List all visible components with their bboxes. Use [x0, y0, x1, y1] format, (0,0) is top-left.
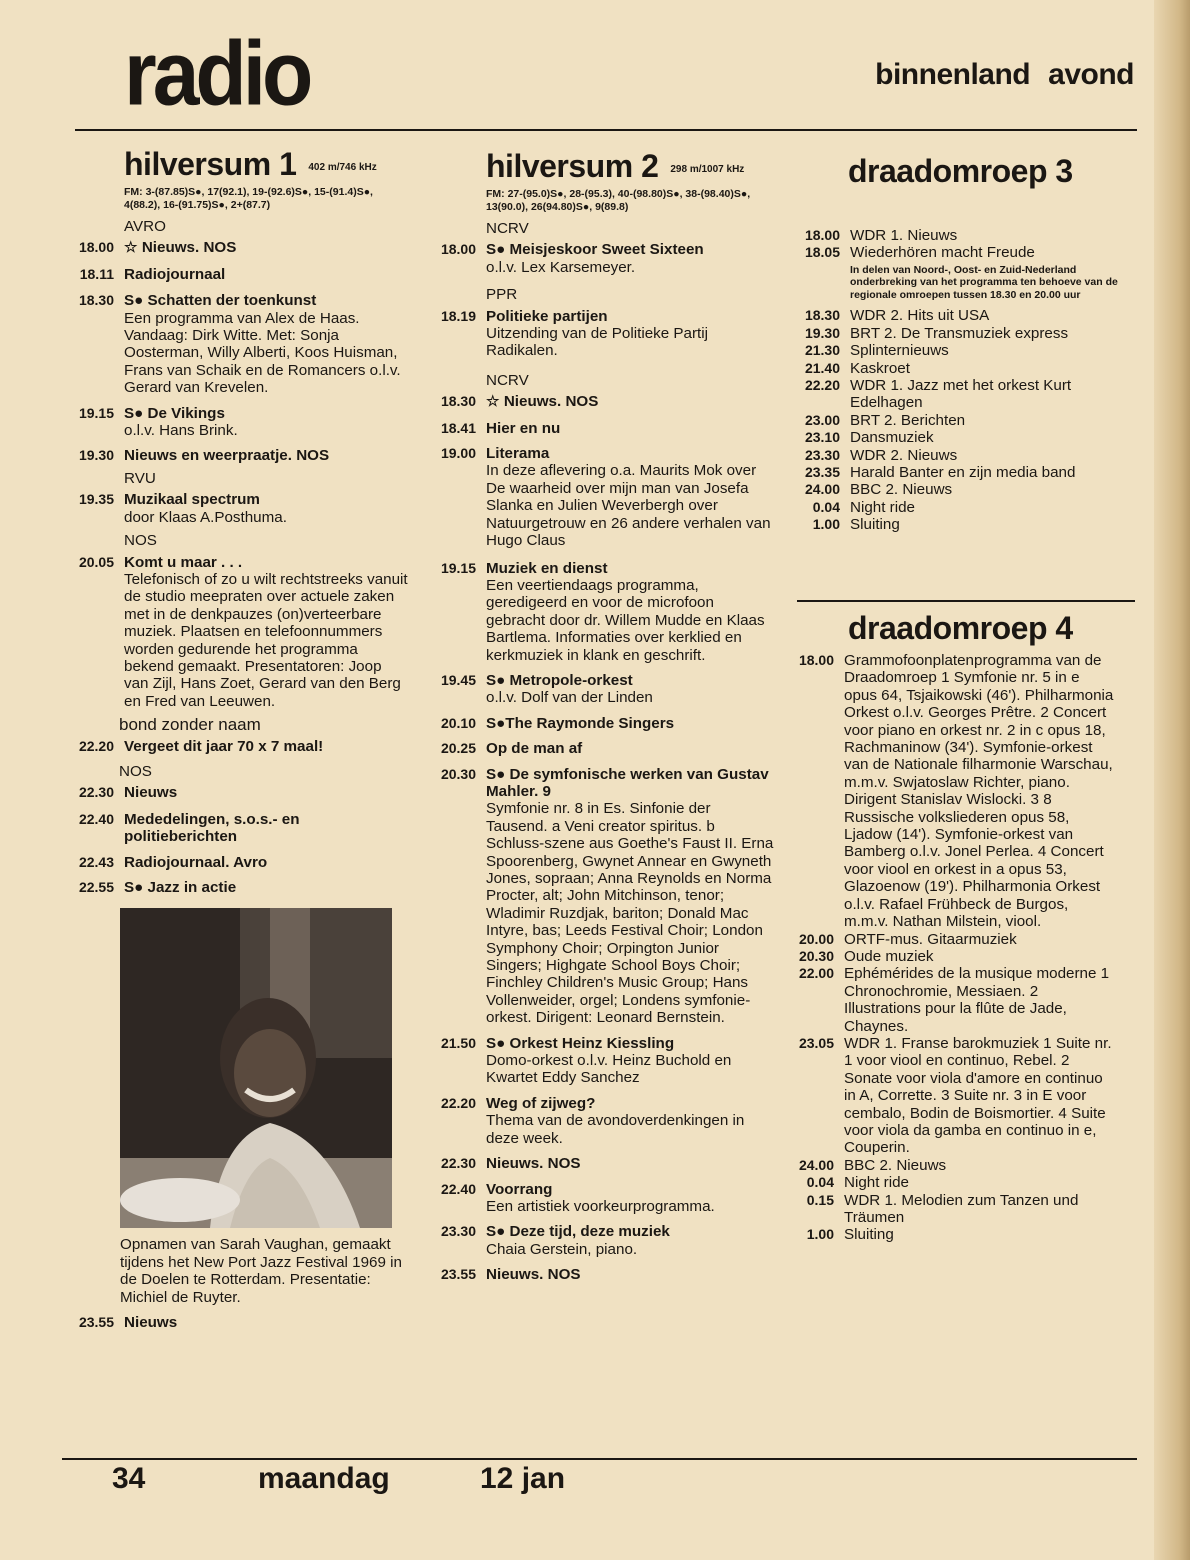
- program-item: 19.45 S● Metropole-orkest o.l.v. Dolf van der Linden: [440, 671, 653, 707]
- station-title: hilversum 2 $^{298 m/1007 kHz}$: [486, 148, 745, 184]
- program-item: 22.00 Ephémérides de la musique moderne 1 Chronochromie, Messiaen. 2 Illustrations pour la flûte de Jade, Chaynes.: [798, 965, 1110, 1035]
- fm-frequencies: FM: 3-(87.85)S●, 17(92.1), 19-(92.6)S●, 15-(91.4)S●, 4(88.2), 16-(91.75)S●, 2+(87.7): [124, 186, 373, 211]
- broadcaster-label: NCRV: [486, 371, 529, 389]
- program-item: 18.05 Wiederhören macht Freude In delen van Noord-, Oost- en Zuid-Nederland onderbreking van het programma ten behoeve van de regionale omroepen tussen 18.30 en 20.00 uur: [792, 244, 1137, 301]
- program-item: 20.00 ORTF-mus. Gitaarmuziek: [798, 930, 1017, 948]
- program-item: 1.00 Sluiting: [806, 1226, 894, 1244]
- program-item: 22.20 Vergeet dit jaar 70 x 7 maal!: [78, 737, 324, 755]
- program-item: 18.19 Politieke partijen Uitzending van de Politieke Partij Radikalen.: [440, 307, 709, 360]
- column-hilversum-2: [424, 148, 774, 1284]
- column-hilversum-1: [64, 146, 409, 1332]
- broadcaster-label: PPR: [486, 286, 518, 304]
- program-item: 18.30 ☆ Nieuws. NOS: [440, 393, 599, 411]
- page-title: radio: [124, 22, 310, 125]
- program-item: 21.40 Kaskroet: [804, 359, 910, 377]
- regional-note: In delen van Noord-, Oost- en Zuid-Nederland onderbreking van het programma ten behoeve van de regionale omroepen tussen 18.30 en 20.00 uur: [850, 263, 1118, 301]
- program-item: 18.00 Grammofoonplatenprogramma van de Draadomroep 1 Symfonie nr. 5 in e opus 64, Tsjaikowski (46'). Philharmonia Orkest o.l.v. Georges Prêtre. 2 Concert voor piano en orkest nr. 2 in c opus 18, Rachmaninow (34'). Symfonie-orkest van de Nationale filharmonie Warschau, m.m.v. Swjatoslaw Richter, piano. Dirigent Stanislav Wislocki. 3 8 Russische volksliederen opus 58, Ljadow (14'). Symfonie-orkest van Bamberg o.l.v. Jonel Perlea. 4 Concert voor viool en orkest in a opus 53, Glazoenow (19'). Philharmonia Orkest o.l.v. Rafael Frühbeck de Burgos, m.m.v. Nathan Milstein, viool.: [798, 652, 1114, 931]
- page-spine: [1154, 0, 1190, 1560]
- program-item: 0.04 Night ride: [806, 1174, 909, 1192]
- station-frequency: 402 m/746 kHz: [308, 162, 377, 173]
- broadcaster-label: NOS: [119, 762, 152, 780]
- station-title: hilversum 1 $^{402 m/746 kHz}$: [124, 146, 377, 182]
- program-item: 19.00 Literama In deze aflevering o.a. Maurits Mok over De waarheid over mijn man van Josefa Slanka en Julien Weverbergh over Natuurgetrouw en 26 andere verhalen van Hugo Claus: [440, 445, 771, 550]
- program-item: 19.35 Muzikaal spectrum door Klaas A.Posthuma.: [78, 491, 287, 526]
- program-item: 23.00 BRT 2. Berichten: [804, 411, 966, 429]
- program-item: 23.10 Dansmuziek: [804, 429, 934, 447]
- column-draadomroep-3: [792, 153, 1137, 534]
- program-item: 19.30 Nieuws en weerpraatje. NOS: [78, 447, 330, 465]
- broadcaster-label: AVRO: [124, 218, 166, 235]
- broadcaster-label: NCRV: [486, 220, 529, 237]
- station-frequency: 298 m/1007 kHz: [670, 164, 745, 175]
- program-item: 18.11 Radiojournaal: [79, 265, 226, 283]
- program-item: 22.40 Voorrang Een artistiek voorkeurprogramma.: [440, 1180, 715, 1215]
- program-item: 0.15 WDR 1. Melodien zum Tanzen und Träumen: [806, 1191, 1079, 1226]
- column-divider: [797, 600, 1135, 602]
- program-item: 20.30 S● De symfonische werken van Gustav Mahler. 9 Symfonie nr. 8 in Es. Sinfonie der Tausend. a Veni creator spiritus. b Schluss-szene aus Goethe's Faust II. Erna Spoorenberg, Gwynet Annear en Gwyneth Jones, sopraan; Anna Reynolds en Norma Procter, alt; John Mitchinson, tenor; Wladimir Ruzdjak, bariton; Donald Mac Intyre, bas; Leeds Festival Choir; London Symphony Choir; Orpington Junior Singers; Highgate School Boys Choir; Finchley Children's Music Group; Hans Vollenweider, orgel; Londens symfonie-orkest. Dirigent: Leonard Bernstein.: [440, 765, 774, 1027]
- program-item: 19.30 BRT 2. De Transmuziek express: [804, 324, 1069, 342]
- station-title: draadomroep 3: [848, 153, 1073, 189]
- program-item: 21.30 Splinternieuws: [804, 342, 949, 360]
- program-item: 19.15 Muziek en dienst Een veertiendaags programma, geredigeerd en voor de microfoon gebracht door dr. Willem Mudde en Klaas Bartlema. Informaties over kerklied en kerkmuziek in klank en geschrift.: [440, 559, 765, 664]
- program-item: 23.55 Nieuws: [78, 1314, 178, 1332]
- photo-caption: Opnamen van Sarah Vaughan, gemaakt tijdens het New Port Jazz Festival 1969 in de Doelen te Rotterdam. Presentatie: Michiel de Ruyter.: [120, 1236, 402, 1306]
- station-title: draadomroep 4: [848, 610, 1073, 646]
- program-item: 18.00 S● Meisjeskoor Sweet Sixteen o.l.v. Lex Karsemeyer.: [440, 241, 704, 276]
- fm-frequencies: FM: 27-(95.0)S●, 28-(95.3), 40-(98.80)S●, 38-(98.40)S●, 13(90.0), 26(94.80)S●, 9(89.8): [486, 188, 751, 213]
- program-item: 23.30 S● Deze tijd, deze muziek Chaia Gerstein, piano.: [440, 1223, 670, 1258]
- program-item: 18.30 S● Schatten der toenkunst Een programma van Alex de Haas. Vandaag: Dirk Witte. Met: Sonja Oosterman, Willy Alberti, Koos Huisman, Frans van Schaik en de Romancers o.l.v. Gerard van Krevelen.: [78, 292, 401, 397]
- program-item: 1.00 Sluiting: [812, 516, 900, 534]
- section-label: [857, 58, 1134, 92]
- program-item: 18.00 ☆ Nieuws. NOS: [78, 239, 237, 257]
- top-rule: [75, 129, 1137, 131]
- program-item: 20.25 Op de man af: [440, 740, 583, 758]
- broadcaster-label: bond zonder naam: [119, 715, 261, 735]
- photo-sarah-vaughan: [120, 908, 392, 1228]
- program-item: 18.30 WDR 2. Hits uit USA: [804, 307, 990, 325]
- program-item: 0.04 Night ride: [812, 498, 915, 516]
- program-item: 18.00 WDR 1. Nieuws: [804, 227, 958, 244]
- program-item: 22.30 Nieuws: [78, 784, 178, 802]
- broadcaster-label: RVU: [124, 469, 156, 487]
- program-item: 21.50 S● Orkest Heinz Kiessling Domo-orkest o.l.v. Heinz Buchold en Kwartet Eddy Sanchez: [440, 1034, 732, 1087]
- program-item: 23.05 WDR 1. Franse barokmuziek 1 Suite nr. 1 voor viool en continuo, Rebel. 2 Sonate voor viola d'amore en continuo in A, Corrette. 3 Suite nr. 3 in E voor cembalo, Bodin de Boismortier. 4 Suite voor viola da gamba en continuo in e, Couperin.: [798, 1034, 1112, 1157]
- program-item: 23.55 Nieuws. NOS: [440, 1266, 581, 1284]
- program-item: 23.30 WDR 2. Nieuws: [804, 446, 958, 464]
- page-number: 34: [112, 1462, 146, 1495]
- broadcaster-label: NOS: [124, 532, 157, 550]
- bottom-rule: [62, 1458, 1137, 1460]
- program-item: 22.30 Nieuws. NOS: [440, 1155, 581, 1173]
- program-item: 20.30 Oude muziek: [798, 947, 934, 965]
- footer-day: maandag: [258, 1462, 390, 1495]
- program-item: 22.40 Mededelingen, s.o.s.- en politieberichten: [78, 810, 300, 846]
- program-item: 18.41 Hier en nu: [440, 419, 561, 437]
- section-binnenland: binnenland: [875, 58, 1031, 91]
- column-draadomroep-4: [786, 610, 1116, 1244]
- program-item: 24.00 BBC 2. Nieuws: [798, 1156, 947, 1174]
- program-item: 22.43 Radiojournaal. Avro: [78, 853, 268, 871]
- program-item: 22.20 Weg of zijweg? Thema van de avondoverdenkingen in deze week.: [440, 1094, 745, 1147]
- program-item: 24.00 BBC 2. Nieuws: [804, 481, 953, 499]
- program-item: 20.05 Komt u maar . . . Telefonisch of zo u wilt rechtstreeks vanuit de studio meepraten over actuele zaken met in de denkpauzes (on)verteerbare muziek. Plaatsen en telefoonnummers worden gedurende het programma bekend gemaakt. Presentatoren: Joop van Zijl, Hans Zoet, Gerard van den Berg en Fred van Leeuwen.: [78, 553, 408, 710]
- section-avond: avond: [1048, 58, 1134, 91]
- program-item: 22.55 S● Jazz in actie: [78, 879, 237, 896]
- program-item: 23.35 Harald Banter en zijn media band: [804, 463, 1076, 481]
- program-item: 20.10 S●The Raymonde Singers: [440, 714, 675, 732]
- footer-date: 12 jan: [480, 1462, 566, 1495]
- program-item: 19.15 S● De Vikings o.l.v. Hans Brink.: [78, 404, 238, 440]
- program-item: 22.20 WDR 1. Jazz met het orkest Kurt Edelhagen: [804, 376, 1072, 412]
